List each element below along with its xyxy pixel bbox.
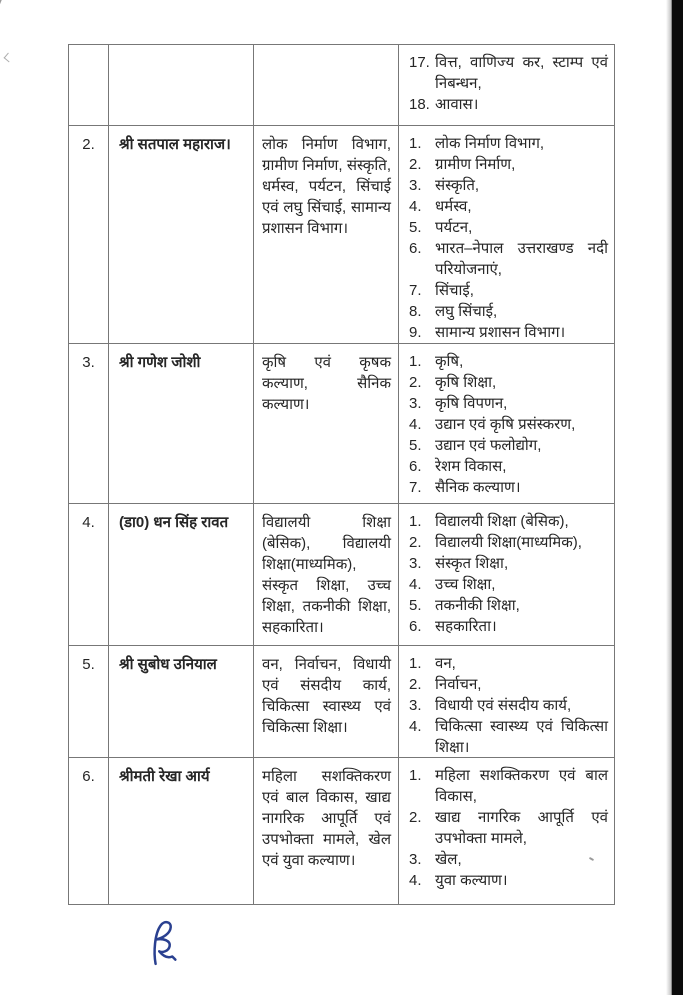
- allocation-item: [409, 393, 608, 414]
- allocation-item-number: 1.: [409, 353, 422, 370]
- allocation-item-text: लघु सिंचाई,: [435, 303, 498, 320]
- row-allocation-list: [399, 126, 614, 343]
- allocation-item-number: 3.: [409, 555, 422, 572]
- scan-artifact-corner-line-icon: [0, 0, 4, 34]
- allocation-item-text: तकनीकी शिक्षा,: [435, 597, 520, 614]
- row-serial: [69, 45, 109, 125]
- scan-edge-strip: [671, 0, 683, 995]
- allocation-item-number: 5.: [409, 597, 422, 614]
- allocation-item: [409, 532, 608, 553]
- allocation-item: [409, 765, 608, 807]
- allocation-item: [409, 716, 608, 757]
- allocation-item: [409, 456, 608, 477]
- table-row: [69, 757, 614, 905]
- row-departments-summary: लोक निर्माण विभाग, ग्रामीण निर्माण, संस्कृति, धर्मस्व, पर्यटन, सिंचाई एवं लघु सिंचाई, सामान्य प्रशासन विभाग।: [254, 126, 399, 343]
- allocation-item-number: 4.: [409, 872, 422, 889]
- row-allocation-list: [399, 344, 614, 503]
- allocation-item: [409, 322, 608, 343]
- allocation-item-number: 8.: [409, 303, 422, 320]
- allocation-item: [409, 238, 608, 280]
- allocation-item: [409, 175, 608, 196]
- row-departments-summary: [254, 45, 399, 125]
- signature-initials-icon: [143, 918, 189, 968]
- allocation-item-text: लोक निर्माण विभाग,: [435, 135, 545, 152]
- allocation-item-number: 5.: [409, 219, 422, 236]
- allocation-item-number: 1.: [409, 767, 422, 784]
- allocation-item-text: कृषि विपणन,: [435, 395, 508, 412]
- allocation-item-number: 4.: [409, 576, 422, 593]
- row-departments-summary: महिला सशक्तिकरण एवं बाल विकास, खाद्य नागरिक आपूर्ति एवं उपभोक्ता मामले, खेल एवं युवा कल्याण।: [254, 758, 399, 905]
- allocation-item-number: 2.: [409, 534, 422, 551]
- allocation-item-number: 1.: [409, 135, 422, 152]
- allocation-item-text: संस्कृति,: [435, 177, 480, 194]
- allocation-item: [409, 217, 608, 238]
- allocation-item-number: 2.: [409, 374, 422, 391]
- allocation-item-text: ग्रामीण निर्माण,: [435, 156, 516, 173]
- allocation-item: [409, 280, 608, 301]
- allocation-item: [409, 807, 608, 849]
- allocation-item: [409, 414, 608, 435]
- ministry-allocation-table: [68, 44, 615, 905]
- row-serial: 5.: [69, 646, 109, 757]
- allocation-item-number: 9.: [409, 324, 422, 341]
- allocation-item: [409, 435, 608, 456]
- allocation-item-number: 2.: [409, 156, 422, 173]
- allocation-item-text: विद्यालयी शिक्षा (बेसिक),: [435, 513, 569, 530]
- allocation-item-text: उच्च शिक्षा,: [435, 576, 496, 593]
- allocation-item-text: पर्यटन,: [435, 219, 473, 236]
- allocation-item-text: खेल,: [435, 851, 462, 868]
- allocation-item-text: कृषि,: [435, 353, 464, 370]
- allocation-item: [409, 351, 608, 372]
- allocation-item-number: 6.: [409, 458, 422, 475]
- allocation-item-number: 2.: [409, 809, 422, 826]
- allocation-item-text: विद्यालयी शिक्षा(माध्यमिक),: [435, 534, 582, 551]
- allocation-item: [409, 553, 608, 574]
- allocation-item-text: वित्त, वाणिज्य कर, स्टाम्प एवं निबन्धन,: [435, 54, 608, 92]
- allocation-item: [409, 196, 608, 217]
- allocation-item-number: 4.: [409, 416, 422, 433]
- allocation-item-text: विधायी एवं संसदीय कार्य,: [435, 697, 572, 714]
- allocation-item: [409, 674, 608, 695]
- allocation-item-number: 1.: [409, 513, 422, 530]
- row-minister-name: श्री गणेश जोशी: [109, 344, 254, 503]
- row-departments-summary: वन, निर्वाचन, विधायी एवं संसदीय कार्य, चिकित्सा स्वास्थ्य एवं चिकित्सा शिक्षा।: [254, 646, 399, 757]
- allocation-item-number: 7.: [409, 282, 422, 299]
- allocation-item-number: 2.: [409, 676, 422, 693]
- allocation-item-number: 3.: [409, 851, 422, 868]
- allocation-item-text: उद्यान एवं कृषि प्रसंस्करण,: [435, 416, 576, 433]
- allocation-item-text: रेशम विकास,: [435, 458, 507, 475]
- scan-artifact-speck-icon: [4, 53, 14, 63]
- allocation-item-number: 18.: [409, 96, 430, 113]
- allocation-item: [409, 52, 608, 94]
- table-row: [69, 645, 614, 757]
- allocation-item-text: वन,: [435, 655, 456, 672]
- allocation-item-text: महिला सशक्तिकरण एवं बाल विकास,: [435, 767, 608, 805]
- allocation-item-text: कृषि शिक्षा,: [435, 374, 497, 391]
- allocation-item-text: सहकारिता।: [435, 618, 497, 635]
- row-departments-summary: कृषि एवं कृषक कल्याण, सैनिक कल्याण।: [254, 344, 399, 503]
- table-row: [69, 343, 614, 503]
- row-serial: 3.: [69, 344, 109, 503]
- allocation-item: [409, 574, 608, 595]
- allocation-item-text: चिकित्सा स्वास्थ्य एवं चिकित्सा शिक्षा।: [435, 718, 608, 756]
- allocation-item-text: भारत–नेपाल उत्तराखण्ड नदी परियोजनाएं,: [435, 240, 608, 278]
- allocation-item: [409, 511, 608, 532]
- allocation-item-text: आवास।: [435, 96, 479, 113]
- row-minister-name: श्री सतपाल महाराज।: [109, 126, 254, 343]
- allocation-item-text: उद्यान एवं फलोद्योग,: [435, 437, 542, 454]
- row-allocation-list: [399, 758, 614, 905]
- allocation-item-number: 4.: [409, 718, 422, 735]
- allocation-item-number: 7.: [409, 479, 422, 496]
- row-departments-summary: विद्यालयी शिक्षा (बेसिक), विद्यालयी शिक्षा(माध्यमिक), संस्कृत शिक्षा, उच्च शिक्षा, तकनीकी शिक्षा, सहकारिता।: [254, 504, 399, 645]
- allocation-item-number: 17.: [409, 54, 430, 71]
- allocation-item: [409, 154, 608, 175]
- allocation-item: [409, 653, 608, 674]
- allocation-item-text: सैनिक कल्याण।: [435, 479, 521, 496]
- row-allocation-list: [399, 646, 614, 757]
- allocation-item-text: युवा कल्याण।: [435, 872, 508, 889]
- allocation-item-number: 3.: [409, 395, 422, 412]
- table-row: [69, 125, 614, 343]
- row-minister-name: [109, 45, 254, 125]
- table-row: [69, 45, 614, 125]
- allocation-item-number: 3.: [409, 177, 422, 194]
- row-allocation-list: [399, 504, 614, 645]
- allocation-item-number: 6.: [409, 240, 422, 257]
- allocation-item: [409, 595, 608, 616]
- allocation-item: [409, 695, 608, 716]
- allocation-item-number: 4.: [409, 198, 422, 215]
- allocation-item: [409, 477, 608, 498]
- table-body: [69, 45, 614, 905]
- allocation-item-text: निर्वाचन,: [435, 676, 482, 693]
- allocation-item-text: सिंचाई,: [435, 282, 474, 299]
- allocation-item: [409, 870, 608, 891]
- row-serial: 2.: [69, 126, 109, 343]
- allocation-item-number: 1.: [409, 655, 422, 672]
- allocation-item: [409, 849, 608, 870]
- allocation-item-text: सामान्य प्रशासन विभाग।: [435, 324, 566, 341]
- allocation-item: [409, 301, 608, 322]
- row-minister-name: श्रीमती रेखा आर्य: [109, 758, 254, 905]
- row-allocation-list: [399, 45, 614, 125]
- row-minister-name: श्री सुबोध उनियाल: [109, 646, 254, 757]
- table-row: [69, 503, 614, 645]
- allocation-item-text: खाद्य नागरिक आपूर्ति एवं उपभोक्ता मामले,: [435, 809, 608, 847]
- row-serial: 6.: [69, 758, 109, 905]
- allocation-item-text: संस्कृत शिक्षा,: [435, 555, 509, 572]
- allocation-item-number: 6.: [409, 618, 422, 635]
- allocation-item: [409, 133, 608, 154]
- allocation-item: [409, 372, 608, 393]
- allocation-item: [409, 94, 608, 115]
- allocation-item-number: 3.: [409, 697, 422, 714]
- row-minister-name: (डा0) धन सिंह रावत: [109, 504, 254, 645]
- allocation-item-number: 5.: [409, 437, 422, 454]
- allocation-item-text: धर्मस्व,: [435, 198, 472, 215]
- row-serial: 4.: [69, 504, 109, 645]
- allocation-item: [409, 616, 608, 637]
